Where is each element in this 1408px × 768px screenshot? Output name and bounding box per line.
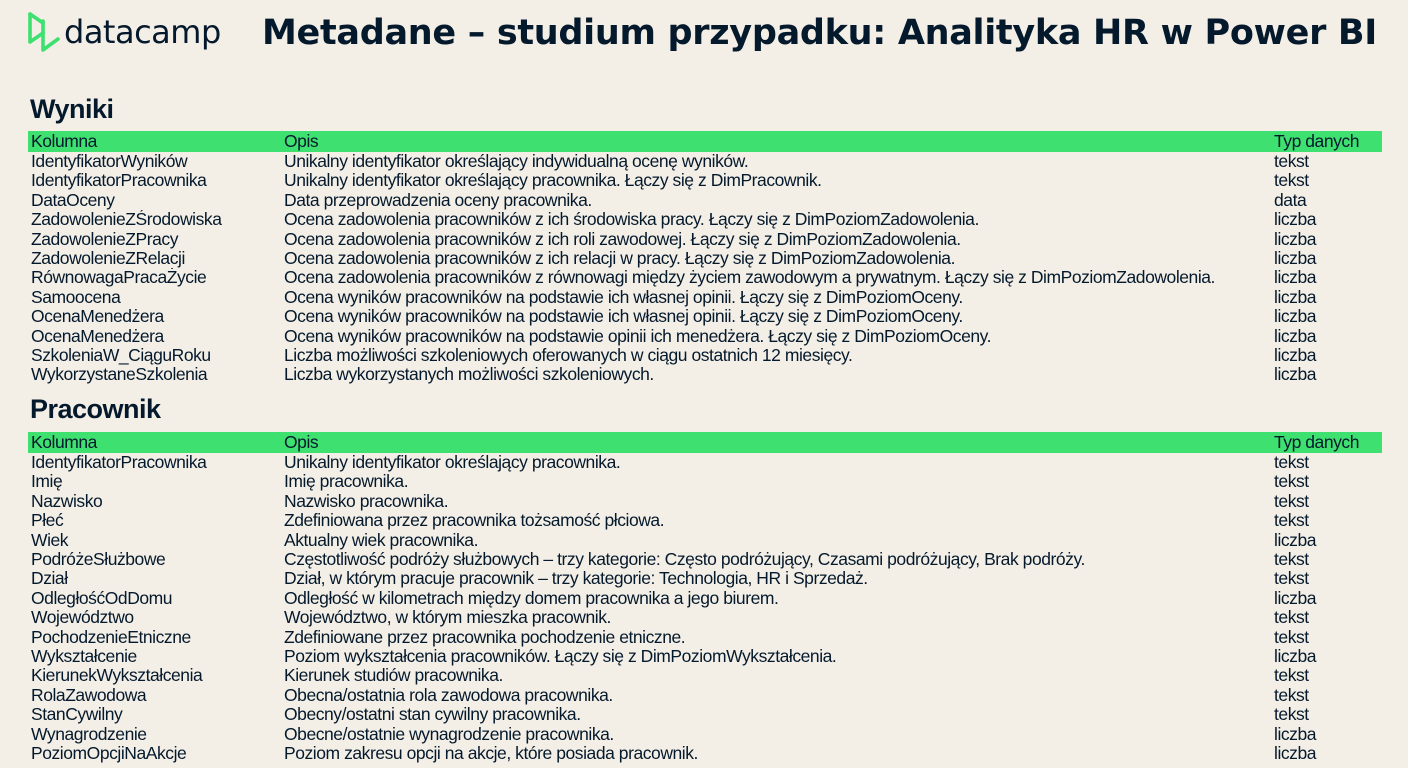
description-cell: Imię pracownika.: [284, 472, 409, 492]
column-name-cell: Dział: [31, 569, 68, 589]
page-title: Metadane – studium przypadku: Analityka HR w Power BI: [262, 13, 1378, 53]
table-row: [28, 647, 1382, 666]
data-type-cell: liczba: [1274, 744, 1317, 764]
table-row: [28, 725, 1382, 744]
description-cell: Województwo, w którym mieszka pracownik.: [284, 608, 611, 628]
column-header: Kolumna: [31, 432, 97, 452]
column-name-cell: RównowagaPracaŻycie: [31, 268, 207, 288]
data-type-cell: liczba: [1274, 307, 1317, 327]
column-name-cell: RolaZawodowa: [31, 685, 147, 705]
description-cell: Poziom wykształcenia pracowników. Łączy się z DimPoziomWykształcenia.: [284, 647, 837, 667]
column-name-cell: Płeć: [31, 511, 64, 531]
data-type-cell: liczba: [1274, 346, 1317, 366]
data-type-cell: tekst: [1274, 666, 1309, 686]
data-type-cell: tekst: [1274, 171, 1309, 191]
column-name-cell: KierunekWykształcenia: [31, 666, 203, 686]
section-wyniki: [28, 94, 1382, 385]
data-type-cell: tekst: [1274, 550, 1309, 570]
description-cell: Unikalny identyfikator określający indywidualną ocenę wyników.: [284, 152, 749, 171]
column-header: Typ danych: [1274, 432, 1359, 452]
description-cell: Obecny/ostatni stan cywilny pracownika.: [284, 705, 581, 725]
column-name-cell: OcenaMenedżera: [31, 326, 164, 346]
table-row: [28, 472, 1382, 491]
table-row: [28, 327, 1382, 346]
table-header-row: [28, 131, 1382, 152]
column-name-cell: Wynagrodzenie: [31, 724, 147, 744]
description-cell: Ocena wyników pracowników na podstawie opinii ich menedżera. Łączy się z DimPoziomOceny.: [284, 326, 992, 346]
description-cell: Ocena wyników pracowników na podstawie ich własnej opinii. Łączy się z DimPoziomOceny.: [284, 287, 963, 307]
column-name-cell: OcenaMenedżera: [31, 307, 164, 327]
description-cell: Odległość w kilometrach między domem pracownika a jego biurem.: [284, 588, 779, 608]
column-name-cell: Imię: [31, 472, 63, 492]
column-name-cell: IdentyfikatorPracownika: [31, 171, 207, 191]
data-type-cell: liczba: [1274, 588, 1317, 608]
description-cell: Ocena zadowolenia pracowników z ich środowiska pracy. Łączy się z DimPoziomZadowolenia.: [284, 210, 979, 230]
column-name-cell: OdległośćOdDomu: [31, 588, 173, 608]
description-cell: Ocena wyników pracowników na podstawie ich własnej opinii. Łączy się z DimPoziomOceny.: [284, 307, 963, 327]
column-name-cell: Województwo: [31, 608, 134, 628]
table-body: [28, 152, 1382, 385]
description-cell: Zdefiniowane przez pracownika pochodzenie etniczne.: [284, 627, 686, 647]
description-cell: Ocena zadowolenia pracowników z ich roli zawodowej. Łączy się z DimPoziomZadowolenia.: [284, 229, 961, 249]
metadata-table-wyniki: [28, 131, 1382, 385]
data-type-cell: tekst: [1274, 491, 1309, 511]
data-type-cell: liczba: [1274, 326, 1317, 346]
table-row: [28, 365, 1382, 384]
table-row: [28, 511, 1382, 530]
column-name-cell: Wykształcenie: [31, 647, 137, 667]
data-type-cell: tekst: [1274, 569, 1309, 589]
table-row: [28, 686, 1382, 705]
description-cell: Data przeprowadzenia oceny pracownika.: [284, 190, 592, 210]
column-name-cell: StanCywilny: [31, 705, 123, 725]
section-pracownik: [28, 394, 1382, 764]
data-type-cell: tekst: [1274, 152, 1309, 171]
table-row: [28, 307, 1382, 326]
datacamp-logo-icon: [26, 11, 62, 53]
description-cell: Ocena zadowolenia pracowników z równowagi między życiem zawodowym a prywatnym. Łączy się z DimPoziomZadowolenia.: [284, 268, 1215, 288]
table-row: [28, 191, 1382, 210]
table-row: [28, 249, 1382, 268]
description-cell: Poziom zakresu opcji na akcje, które posiada pracownik.: [284, 744, 698, 764]
table-row: [28, 230, 1382, 249]
data-type-cell: tekst: [1274, 705, 1309, 725]
table-row: [28, 589, 1382, 608]
column-header: Kolumna: [31, 131, 97, 151]
description-cell: Ocena zadowolenia pracowników z ich relacji w pracy. Łączy się z DimPoziomZadowolenia.: [284, 249, 955, 269]
data-type-cell: tekst: [1274, 453, 1309, 472]
data-type-cell: liczba: [1274, 210, 1317, 230]
description-cell: Obecna/ostatnia rola zawodowa pracownika.: [284, 685, 613, 705]
column-name-cell: Nazwisko: [31, 491, 103, 511]
table-row: [28, 210, 1382, 229]
table-row: [28, 608, 1382, 627]
column-name-cell: PodróżeSłużbowe: [31, 550, 166, 570]
table-row: [28, 453, 1382, 472]
data-type-cell: liczba: [1274, 268, 1317, 288]
data-type-cell: liczba: [1274, 647, 1317, 667]
column-header: Typ danych: [1274, 131, 1359, 151]
table-row: [28, 550, 1382, 569]
data-type-cell: liczba: [1274, 287, 1317, 307]
description-cell: Aktualny wiek pracownika.: [284, 530, 478, 550]
brand-name: datacamp: [64, 13, 221, 51]
table-row: [28, 666, 1382, 685]
description-cell: Liczba wykorzystanych możliwości szkoleniowych.: [284, 365, 654, 385]
description-cell: Obecne/ostatnie wynagrodzenie pracownika.: [284, 724, 614, 744]
table-row: [28, 705, 1382, 724]
description-cell: Częstotliwość podróży służbowych – trzy kategorie: Często podróżujący, Czasami podróżujący, Brak podróży.: [284, 550, 1085, 570]
datacamp-logo: [26, 11, 221, 53]
column-name-cell: Samoocena: [31, 287, 121, 307]
table-row: [28, 569, 1382, 588]
table-header-row: [28, 432, 1382, 453]
table-row: [28, 152, 1382, 171]
data-type-cell: liczba: [1274, 724, 1317, 744]
data-type-cell: tekst: [1274, 685, 1309, 705]
column-name-cell: Wiek: [31, 530, 69, 550]
column-name-cell: SzkoleniaW_CiąguRoku: [31, 346, 211, 366]
data-type-cell: tekst: [1274, 627, 1309, 647]
description-cell: Dział, w którym pracuje pracownik – trzy kategorie: Technologia, HR i Sprzedaż.: [284, 569, 868, 589]
table-row: [28, 492, 1382, 511]
column-name-cell: ZadowolenieZŚrodowiska: [31, 210, 222, 230]
table-row: [28, 744, 1382, 763]
table-row: [28, 171, 1382, 190]
data-type-cell: tekst: [1274, 608, 1309, 628]
description-cell: Unikalny identyfikator określający pracownika.: [284, 453, 621, 472]
table-row: [28, 531, 1382, 550]
column-name-cell: ZadowolenieZRelacji: [31, 249, 185, 269]
column-name-cell: DataOceny: [31, 190, 115, 210]
table-row: [28, 288, 1382, 307]
column-name-cell: IdentyfikatorWyników: [31, 152, 188, 171]
data-type-cell: tekst: [1274, 511, 1309, 531]
data-type-cell: data: [1274, 190, 1307, 210]
table-row: [28, 268, 1382, 287]
section-title: Pracownik: [30, 394, 161, 424]
column-name-cell: PoziomOpcjiNaAkcje: [31, 744, 187, 764]
section-title: Wyniki: [30, 94, 114, 124]
table-body: [28, 453, 1382, 764]
data-type-cell: liczba: [1274, 249, 1317, 269]
column-header: Opis: [284, 131, 319, 151]
data-type-cell: liczba: [1274, 365, 1317, 385]
column-name-cell: IdentyfikatorPracownika: [31, 453, 207, 472]
column-header: Opis: [284, 432, 319, 452]
description-cell: Zdefiniowana przez pracownika tożsamość płciowa.: [284, 511, 665, 531]
column-name-cell: PochodzenieEtniczne: [31, 627, 191, 647]
description-cell: Liczba możliwości szkoleniowych oferowanych w ciągu ostatnich 12 miesięcy.: [284, 346, 853, 366]
table-row: [28, 346, 1382, 365]
table-row: [28, 628, 1382, 647]
column-name-cell: WykorzystaneSzkolenia: [31, 365, 208, 385]
data-type-cell: tekst: [1274, 472, 1309, 492]
column-name-cell: ZadowolenieZPracy: [31, 229, 179, 249]
data-type-cell: liczba: [1274, 530, 1317, 550]
description-cell: Kierunek studiów pracownika.: [284, 666, 503, 686]
data-type-cell: liczba: [1274, 229, 1317, 249]
description-cell: Unikalny identyfikator określający pracownika. Łączy się z DimPracownik.: [284, 171, 822, 191]
metadata-table-pracownik: [28, 432, 1382, 764]
description-cell: Nazwisko pracownika.: [284, 491, 449, 511]
